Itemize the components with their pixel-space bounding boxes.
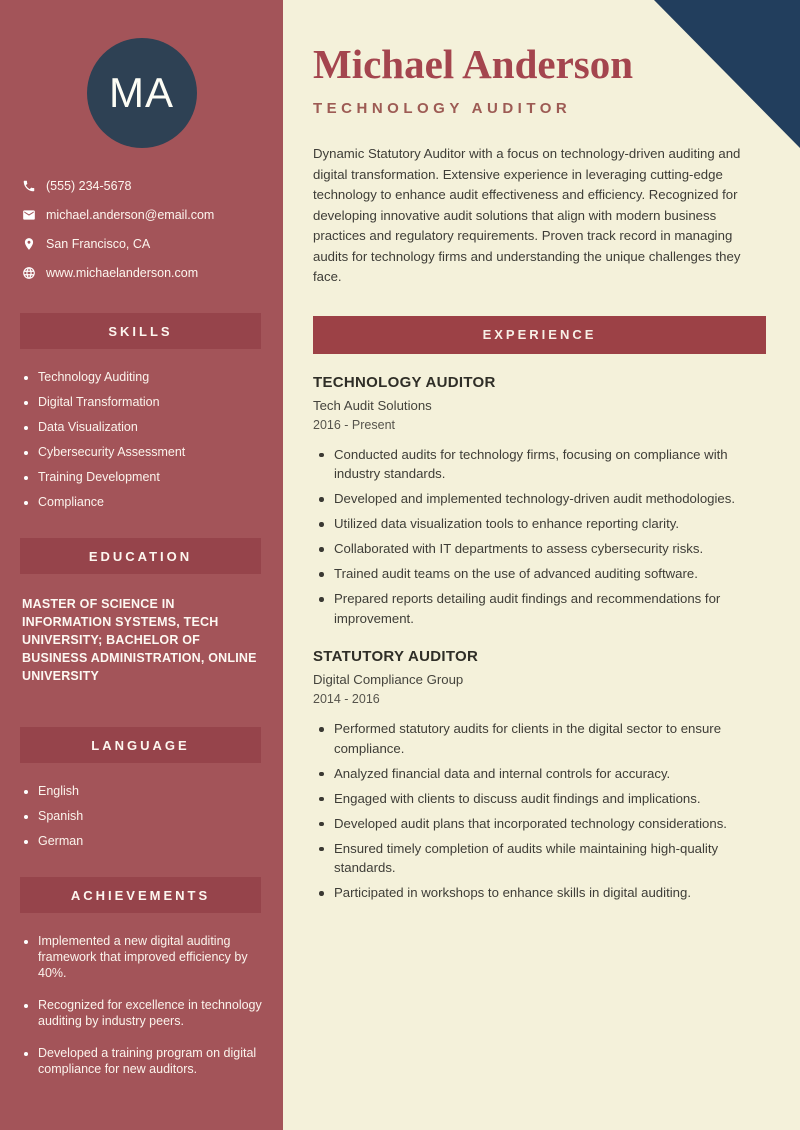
list-item: Data Visualization xyxy=(24,419,265,435)
achievements-section-header xyxy=(20,877,261,913)
page-title: Michael Anderson xyxy=(313,41,634,87)
list-item: Conducted audits for technology firms, focusing on compliance with industry standards. xyxy=(319,445,766,484)
list-item: Engaged with clients to discuss audit findings and implications. xyxy=(319,789,766,809)
main-column xyxy=(283,0,800,1130)
email-icon xyxy=(22,208,36,222)
job-title-subtitle: TECHNOLOGY AUDITOR xyxy=(313,100,572,117)
list-item: English xyxy=(24,783,265,799)
list-item: Spanish xyxy=(24,808,265,824)
list-item: Developed and implemented technology-driven audit methodologies. xyxy=(319,489,766,509)
contact-list xyxy=(0,178,283,281)
summary-paragraph: Dynamic Statutory Auditor with a focus on technology-driven auditing and digital transformation. Extensive experience in leveraging cutting-edge technology to enhance audit effectiveness and efficiency. Recognized for developing innovative audit solutions that align with modern business practices and regulatory requirements. Proven track record in managing audits for technology firms and understanding the unique challenges they face. xyxy=(313,146,741,284)
experience-title: EXPERIENCE xyxy=(482,327,597,342)
list-item: Participated in workshops to enhance skills in digital auditing. xyxy=(319,883,766,903)
list-item: Cybersecurity Assessment xyxy=(24,444,265,460)
list-item: German xyxy=(24,833,265,849)
job-bullet-list xyxy=(313,445,766,629)
list-item: Prepared reports detailing audit findings and recommendations for improvement. xyxy=(319,589,766,628)
job-company: Tech Audit Solutions xyxy=(313,397,432,413)
education-section-header xyxy=(20,538,261,574)
education-title: EDUCATION xyxy=(88,548,193,564)
phone-icon xyxy=(22,179,36,193)
list-item: Digital Transformation xyxy=(24,394,265,410)
list-item: Training Development xyxy=(24,469,265,485)
skills-title: SKILLS xyxy=(108,323,173,339)
list-item: Recognized for excellence in technology auditing by industry peers. xyxy=(24,997,265,1029)
language-title: LANGUAGE xyxy=(91,737,190,753)
list-item: Technology Auditing xyxy=(24,369,265,385)
contact-row-location xyxy=(22,236,267,252)
location-text: San Francisco, CA xyxy=(46,237,151,251)
education-text: MASTER OF SCIENCE IN INFORMATION SYSTEMS, TECH UNIVERSITY; BACHELOR OF BUSINESS ADMINISTRATION, ONLINE UNIVERSITY xyxy=(22,597,257,683)
list-item: Collaborated with IT departments to assess cybersecurity risks. xyxy=(319,539,766,559)
skills-list xyxy=(0,369,283,510)
job-role: TECHNOLOGY AUDITOR xyxy=(313,373,496,391)
list-item: Developed audit plans that incorporated technology considerations. xyxy=(319,814,766,834)
email-address: michael.anderson@email.com xyxy=(46,208,215,222)
job-entry-1 xyxy=(313,374,766,629)
list-item: Utilized data visualization tools to enhance reporting clarity. xyxy=(319,514,766,534)
list-item: Performed statutory audits for clients in the digital sector to ensure compliance. xyxy=(319,719,766,758)
globe-icon xyxy=(22,266,36,280)
sidebar xyxy=(0,0,283,1130)
contact-row-email xyxy=(22,207,267,223)
language-section-header xyxy=(20,727,261,763)
language-list xyxy=(0,783,283,849)
avatar xyxy=(87,38,197,148)
experience-section-header xyxy=(313,316,766,354)
job-dates: 2016 - Present xyxy=(313,417,395,432)
job-bullet-list xyxy=(313,719,766,903)
job-dates: 2014 - 2016 xyxy=(313,692,380,706)
list-item: Trained audit teams on the use of advanced auditing software. xyxy=(319,564,766,584)
contact-row-phone xyxy=(22,178,267,194)
job-company: Digital Compliance Group xyxy=(313,672,464,687)
contact-row-website xyxy=(22,265,267,281)
list-item: Compliance xyxy=(24,494,265,510)
website-url: www.michaelanderson.com xyxy=(46,266,199,280)
list-item: Analyzed financial data and internal controls for accuracy. xyxy=(319,764,766,784)
corner-triangle-decoration xyxy=(654,0,800,148)
list-item: Implemented a new digital auditing framework that improved efficiency by 40%. xyxy=(24,933,265,981)
job-role: STATUTORY AUDITOR xyxy=(313,648,479,665)
skills-section-header xyxy=(20,313,261,349)
list-item: Developed a training program on digital compliance for new auditors. xyxy=(24,1045,265,1077)
achievements-list xyxy=(0,933,283,1077)
list-item: Ensured timely completion of audits while maintaining high-quality standards. xyxy=(319,839,766,878)
job-entry-2 xyxy=(313,648,766,903)
avatar-initials: MA xyxy=(109,69,174,116)
phone-number: (555) 234-5678 xyxy=(46,179,132,193)
achievements-title: ACHIEVEMENTS xyxy=(70,887,211,903)
location-icon xyxy=(22,237,36,251)
